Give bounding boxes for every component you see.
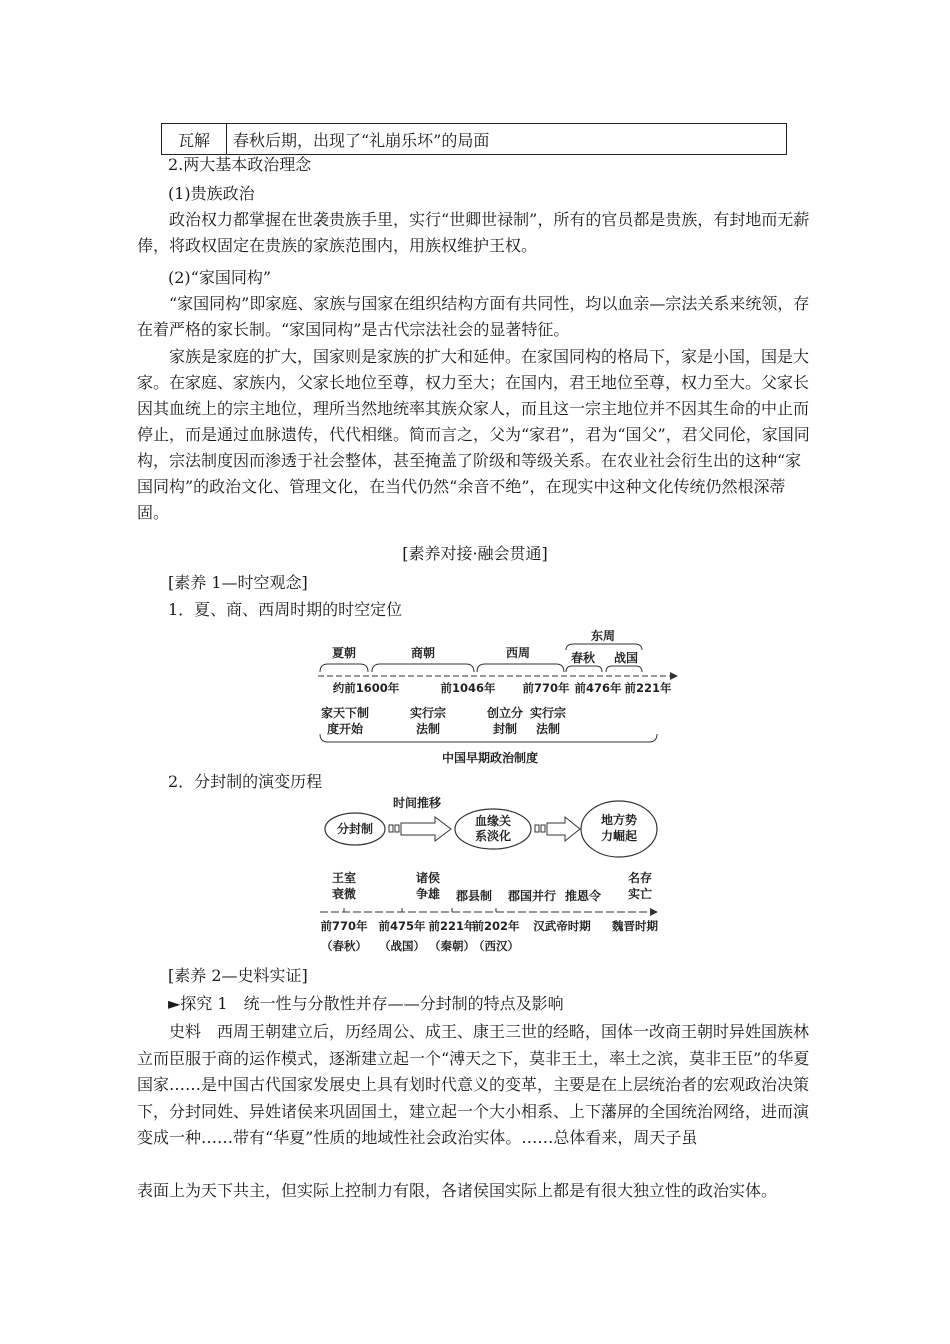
- axis-arrow-icon: [670, 672, 678, 680]
- timeline-diagram-2: [310, 862, 680, 962]
- bracket: [320, 734, 657, 742]
- paragraph: “家国同构”即家庭、家族与国家在组织结构方面有共同性，均以血亲—宗法关系来统领，存在着严格的家长制。“家国同构”是古代宗法社会的显著特征。: [137, 294, 810, 339]
- tanjiu-title: ►探究 1 统一性与分散性并存——分封制的特点及影响: [168, 994, 564, 1013]
- date-label: 前221年: [624, 681, 672, 695]
- flow-node-label: 力崛起: [600, 829, 638, 843]
- section-title: 2.两大基本政治理念: [168, 155, 312, 174]
- period-label: （秦朝）: [429, 939, 475, 953]
- date-label: 汉武帝时期: [533, 919, 591, 933]
- event-label: 王室: [331, 871, 357, 885]
- event-label: 度开始: [326, 722, 364, 736]
- date-label: 前770年: [320, 919, 368, 933]
- table-value: 春秋后期，出现了“礼崩乐坏”的局面: [227, 124, 787, 155]
- period-brace: [320, 664, 368, 672]
- event-label: 法制: [535, 722, 561, 736]
- flow-node-label: 血缘关: [474, 814, 512, 828]
- event-label: 推恩令: [564, 889, 602, 903]
- period-label: （战国）: [379, 939, 425, 953]
- paragraph: 政治权力都掌握在世袭贵族手里，实行“世卿世禄制”，所有的官员都是贵族，有封地而无薪俸，将政权固定在贵族的家族范围内，用族权维护王权。: [137, 210, 810, 255]
- item-title: 2．分封制的演变历程: [168, 772, 323, 791]
- flow-arrow-tick: [389, 825, 393, 832]
- date-label: 前221年: [428, 919, 476, 933]
- period-brace: [372, 664, 474, 672]
- event-label: 实行宗: [529, 706, 567, 720]
- flow-arrow-icon: [401, 817, 451, 841]
- flow-arrow-tick: [535, 825, 539, 832]
- flow-arrow-label: 时间推移: [392, 796, 442, 810]
- event-label: 郡县制: [455, 889, 493, 903]
- flow-arrow-tick: [541, 825, 545, 832]
- date-label: 约前1600年: [332, 681, 400, 695]
- event-label: 郡国并行: [507, 889, 557, 903]
- period-label: 西周: [505, 646, 531, 660]
- event-label: 争雄: [415, 887, 441, 901]
- period-brace: [477, 664, 564, 672]
- suyang-label: [素养 1—时空观念]: [168, 573, 308, 592]
- period-label: （西汉）: [473, 939, 519, 953]
- date-label: 魏晋时期: [612, 919, 658, 933]
- period-brace: [566, 644, 642, 650]
- axis-arrow-icon: [650, 908, 658, 916]
- period-label: 战国: [613, 651, 639, 665]
- paragraph-end: 表面上为天下共主，但实际上控制力有限，各诸侯国实际上都是有很大独立性的政治实体。: [137, 1181, 778, 1200]
- event-label: 家天下制: [320, 706, 370, 720]
- item-title: 1．夏、商、西周时期的时空定位: [168, 600, 403, 619]
- period-label: 夏朝: [331, 646, 357, 660]
- table-row: [162, 124, 787, 155]
- subsection-title: (2)“家国同构”: [168, 268, 272, 287]
- shiliao-paragraph: 史料 西周王朝建立后，历经周公、成王、康王三世的经略，国体一改商王朝时异姓国族林立而臣服于商的运作模式，逐渐建立起一个“溥天之下，莫非王土，率土之滨，莫非王臣”的华夏国家……是中国古代国家发展史上具有划时代意义的变革，主要是在上层统治者的宏观政治决策下，分封同姓、异姓诸侯来巩固国土，建立起一个大小相系、上下藩屏的全国统治网络，进而演变成一种……带有“华夏”性质的地域性社会政治实体。……总体看来，周天子虽: [137, 1022, 810, 1147]
- flow-node-label: 系淡化: [474, 829, 512, 843]
- event-label: 实行宗: [409, 706, 447, 720]
- date-label: 前1046年: [440, 681, 496, 695]
- section-heading: [素养对接·融会贯通]: [402, 544, 548, 563]
- date-label: 前202年: [472, 919, 520, 933]
- flow-node-label: 分封制: [336, 822, 374, 836]
- paragraph: 家族是家庭的扩大，国家则是家族的扩大和延伸。在家国同构的格局下，家是小国，国是大家。在家庭、家族内，父家长地位至尊，权力至大；在国内，君王地位至尊，权力至大。父家长因其血统上的宗主地位，理所当然地统率其族众家人，而且这一宗主地位并不因其生命的中止而停止，而是通过血脉遗传，代代相继。简而言之，父为“家君”，君为“国父”，君父同伦，家国同构，宗法制度因而渗透于社会整体，甚至掩盖了阶级和等级关系。在农业社会衍生出的这种“家国同构”的政治文化、管理文化，在当代仍然“余音不绝”，在现实中这种文化传统仍然根深蒂固。: [137, 347, 810, 522]
- event-label: 实亡: [627, 887, 653, 901]
- period-label: 东周: [590, 629, 616, 643]
- ruler-table: [161, 123, 787, 155]
- period-label: （春秋）: [321, 939, 367, 953]
- flow-arrow-icon: [547, 817, 580, 841]
- flow-node-label: 地方势: [600, 813, 638, 827]
- flow-arrow-tick: [395, 825, 399, 832]
- event-label: 封制: [492, 722, 518, 736]
- table-key: 瓦解: [162, 124, 227, 155]
- event-label: 衰微: [331, 887, 357, 901]
- event-label: 法制: [415, 722, 441, 736]
- period-brace: [566, 666, 602, 672]
- period-label: 商朝: [410, 646, 436, 660]
- date-label: 前770年: [522, 681, 570, 695]
- event-label: 名存: [627, 871, 653, 885]
- bracket-label: 中国早期政治制度: [441, 751, 539, 765]
- flow-diagram: [315, 795, 675, 865]
- timeline-diagram: [300, 620, 700, 770]
- period-label: 春秋: [570, 651, 596, 665]
- date-label: 前475年: [378, 919, 426, 933]
- event-label: 创立分: [486, 706, 524, 720]
- event-label: 诸侯: [415, 871, 441, 885]
- period-brace: [606, 666, 642, 672]
- date-label: 前476年: [574, 681, 622, 695]
- subsection-title: (1)贵族政治: [168, 184, 255, 203]
- suyang-label: [素养 2—史料实证]: [168, 966, 308, 985]
